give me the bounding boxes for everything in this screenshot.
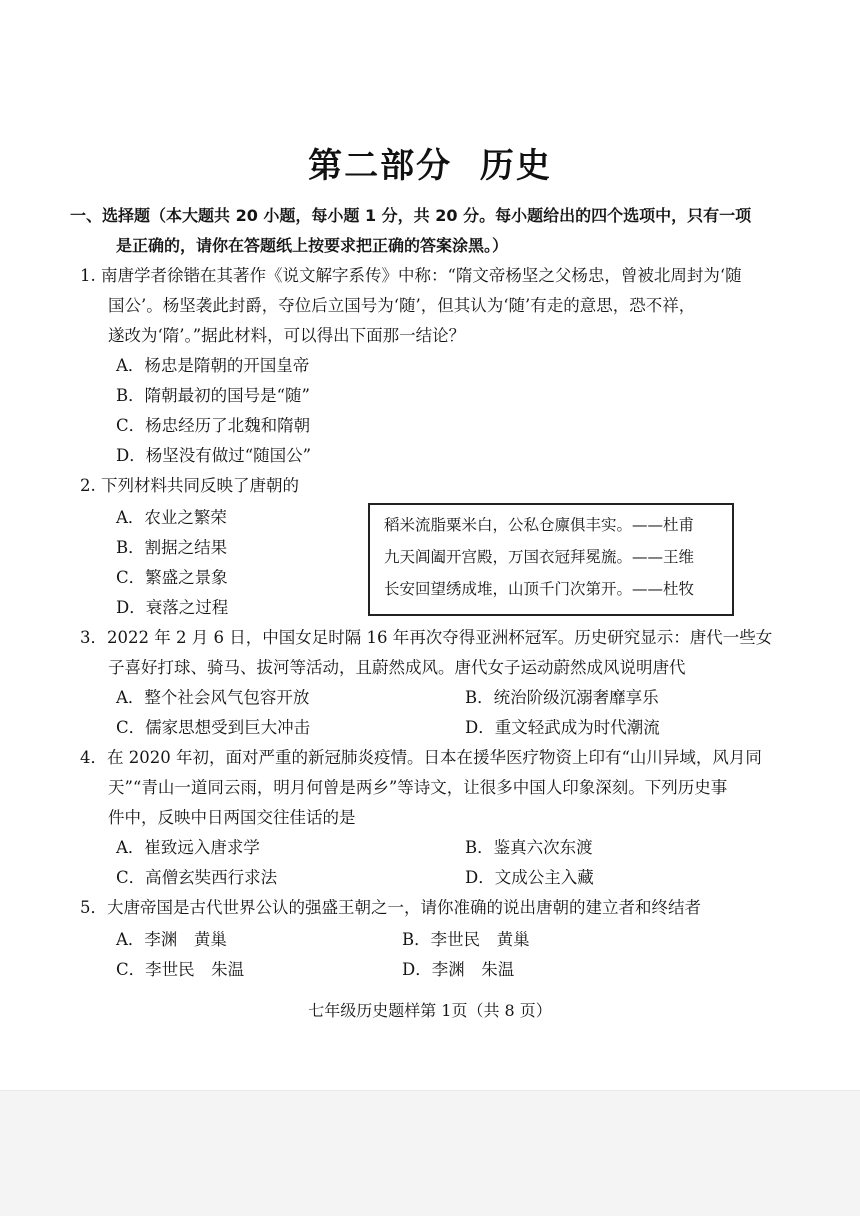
q4-option-a: A．崔致远入唐求学	[116, 838, 260, 857]
q5-stem: 5．大唐帝国是古代世界公认的强盛王朝之一，请你准确的说出唐朝的建立者和终结者	[80, 898, 701, 917]
q1-stem-line-3: 遂改为‘隋’。”据此材料，可以得出下面那一结论？	[108, 326, 466, 345]
q4-stem-line-1: 4．在 2020 年初，面对严重的新冠肺炎疫情。日本在援华医疗物资上印有“山川异域，风月同	[80, 748, 762, 767]
q1-stem-line-1: 1. 南唐学者徐锴在其著作《说文解字系传》中称：“隋文帝杨坚之父杨忠，曾被北周封为‘随	[80, 266, 742, 285]
q1-option-c: C．杨忠经历了北魏和隋朝	[116, 416, 311, 435]
q4-option-d: D．文成公主入藏	[465, 868, 594, 887]
section-heading-line-1: 一、选择题（本大题共 20 小题，每小题 1 分，共 20 分。每小题给出的四个选项中，只有一项	[70, 206, 752, 225]
page-title: 第二部分 历史	[308, 146, 552, 186]
q3-option-c: C．儒家思想受到巨大冲击	[116, 718, 311, 737]
q4-stem-line-3: 件中，反映中日两国交往佳话的是	[108, 808, 356, 827]
q5-option-b: B．李世民 黄巢	[402, 930, 530, 949]
q3-option-d: D．重文轻武成为时代潮流	[465, 718, 660, 737]
viewer-background	[0, 1090, 860, 1216]
q3-option-a: A．整个社会风气包容开放	[116, 688, 310, 707]
q1-option-a: A．杨忠是隋朝的开国皇帝	[116, 356, 310, 375]
q2-option-c: C．繁盛之景象	[116, 568, 228, 587]
q3-stem-line-1: 3．2022 年 2 月 6 日，中国女足时隔 16 年再次夺得亚洲杯冠军。历史研究显示：唐代一些女	[80, 628, 773, 647]
q5-option-d: D．李渊 朱温	[402, 960, 515, 979]
q1-option-b: B．隋朝最初的国号是“随”	[116, 386, 310, 405]
q5-option-c: C．李世民 朱温	[116, 960, 245, 979]
q2-verse-3: 长安回望绣成堆，山顶千门次第开。——杜牧	[384, 580, 695, 598]
q2-verse-1: 稻米流脂粟米白，公私仓廪俱丰实。——杜甫	[384, 516, 695, 534]
q2-option-a: A．农业之繁荣	[116, 508, 227, 527]
q5-option-a: A．李渊 黄巢	[116, 930, 227, 949]
page-footer: 七年级历史题样第 1页（共 8 页）	[308, 1001, 552, 1020]
q3-stem-line-2: 子喜好打球、骑马、拔河等活动，且蔚然成风。唐代女子运动蔚然成风说明唐代	[108, 658, 686, 677]
q1-stem-line-2: 国公’。杨坚袭此封爵，夺位后立国号为‘随’，但其认为‘随’有走的意思，恐不祥，	[108, 296, 696, 315]
q3-option-b: B．统治阶级沉溺奢靡享乐	[465, 688, 659, 707]
q2-stem: 2. 下列材料共同反映了唐朝的	[80, 476, 299, 495]
q2-option-d: D．衰落之过程	[116, 598, 229, 617]
q2-verse-2: 九天阊阖开宫殿，万国衣冠拜冕旒。——王维	[384, 548, 695, 566]
section-heading-line-2: 是正确的，请你在答题纸上按要求把正确的答案涂黑。）	[116, 236, 509, 255]
q2-option-b: B．割据之结果	[116, 538, 228, 557]
q1-option-d: D．杨坚没有做过“随国公”	[116, 446, 312, 465]
q2-verse-box	[368, 503, 734, 616]
q4-option-c: C．高僧玄奘西行求法	[116, 868, 278, 887]
q4-stem-line-2: 天”“青山一道同云雨，明月何曾是两乡”等诗文，让很多中国人印象深刻。下列历史事	[108, 778, 728, 797]
q4-option-b: B．鉴真六次东渡	[465, 838, 593, 857]
